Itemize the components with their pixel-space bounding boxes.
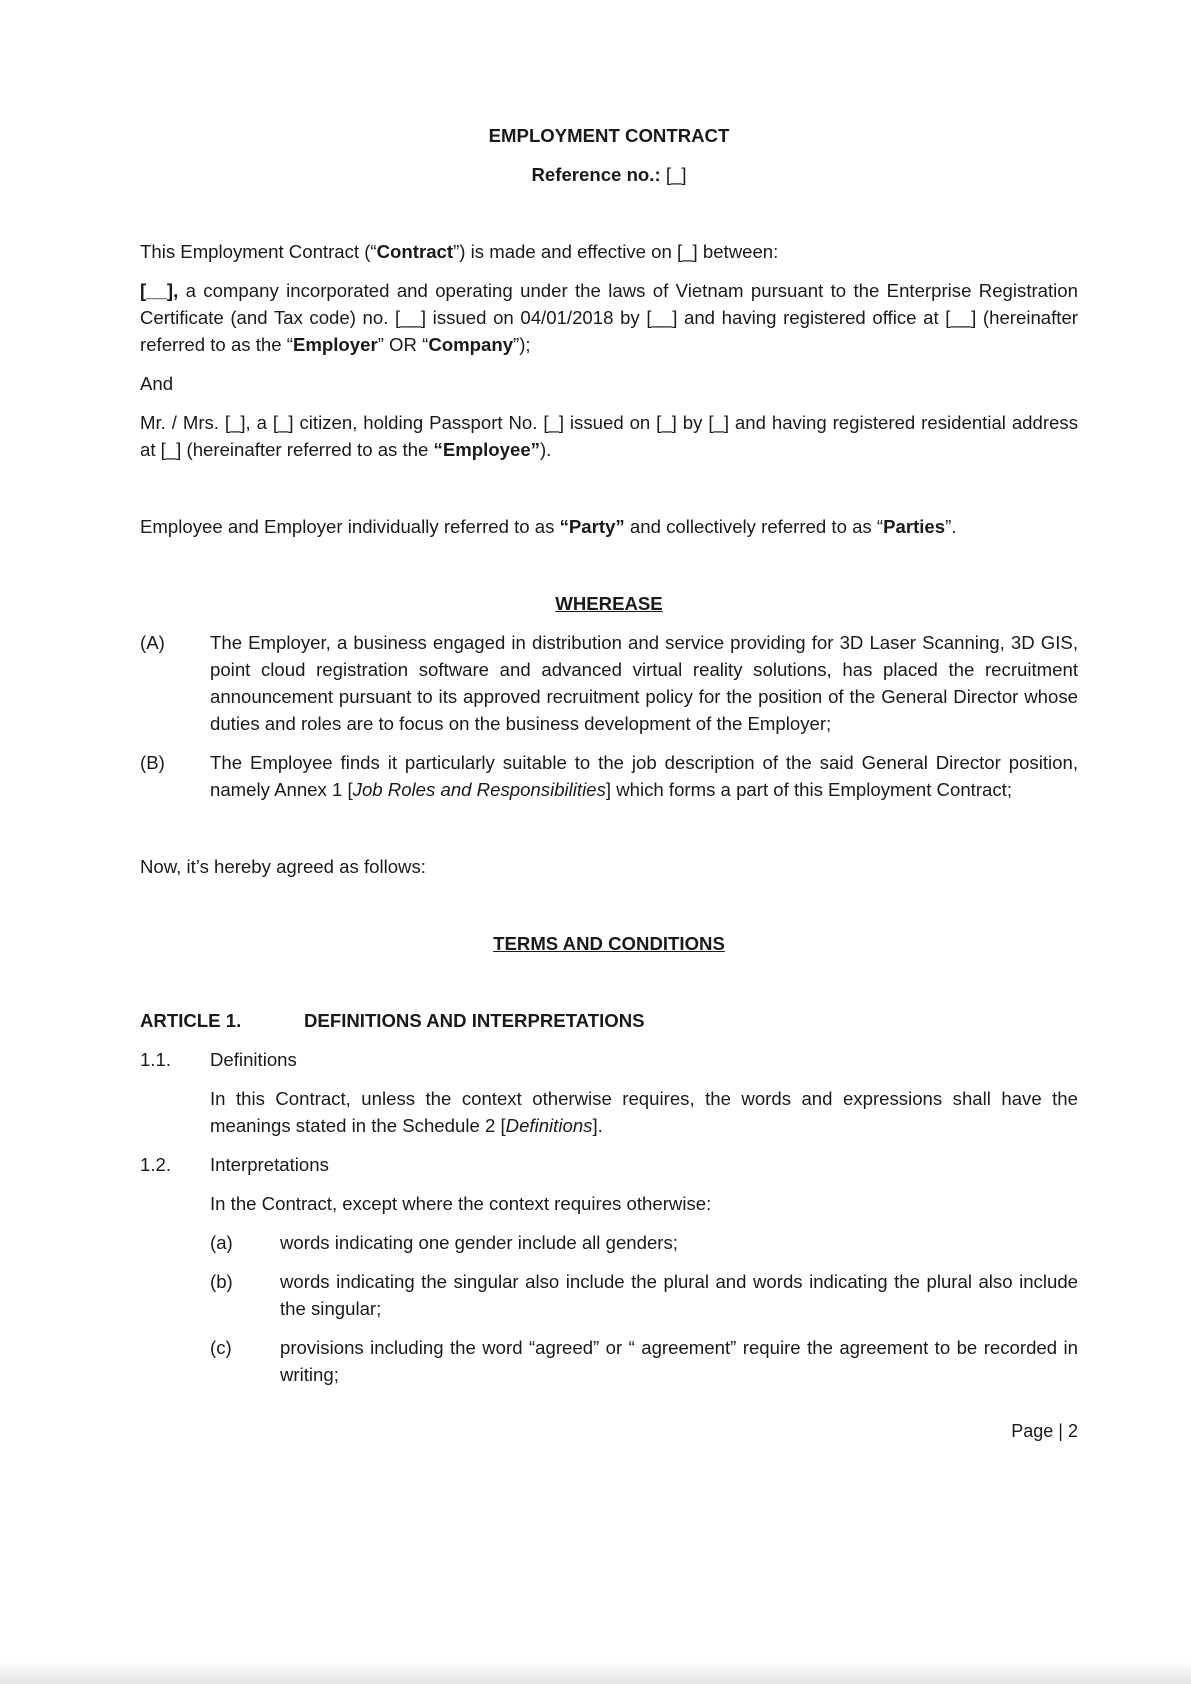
recital-text: The Employee finds it particularly suitable to the job description of the said General Director position, namely Annex 1 [Job Roles and Responsibilities] which forms a part of this Employment Contract;: [210, 752, 1078, 800]
clause-title: Definitions: [210, 1049, 297, 1070]
intro-text-end: ”) is made and effective on [_] between:: [453, 241, 779, 262]
recital-label: (B): [140, 752, 165, 773]
and-text: And: [140, 373, 174, 394]
recital-b: [140, 749, 1078, 803]
article-title: DEFINITIONS AND INTERPRETATIONS: [304, 1010, 645, 1031]
clause-number: 1.1.: [140, 1049, 172, 1070]
page-number: Page | 2: [1011, 1421, 1078, 1441]
list-item-text: provisions including the word “agreed” or “ agreement” require the agreement to be recorded in writing;: [280, 1337, 1078, 1385]
reference-label: Reference no.:: [531, 164, 661, 185]
intro-paragraph: [140, 238, 1078, 265]
parties-paragraph: [140, 513, 1078, 540]
clause-1-2-lead: In the Contract, except where the context requires otherwise:: [210, 1193, 712, 1214]
clause-1-1: [140, 1046, 1078, 1073]
employer-text-end: ”);: [513, 334, 531, 355]
company-defined-term: Company: [428, 334, 514, 355]
clause-1-2: [140, 1151, 1078, 1178]
list-item-text: words indicating the singular also include the plural and words indicating the plural also include the singular;: [280, 1271, 1078, 1319]
parties-defined-term: Parties: [883, 516, 946, 537]
employee-defined-term: “Employee”: [433, 439, 540, 460]
employer-text: a company incorporated and operating under the laws of Vietnam pursuant to the Enterprise Registration Certificate (and Tax code) no. [__] issued on 04/01/2018 by [__] and having registered office at [__] (hereinafter referred to as the “: [140, 280, 1078, 355]
recital-label: (A): [140, 632, 165, 653]
employee-paragraph: [140, 409, 1078, 463]
list-item: [210, 1268, 1078, 1322]
document-title: EMPLOYMENT CONTRACT: [488, 125, 730, 146]
list-item: [210, 1334, 1078, 1388]
parties-text: Employee and Employer individually referred to as: [140, 516, 560, 537]
list-item: [210, 1229, 1078, 1256]
employer-text-or: ” OR “: [377, 334, 429, 355]
page-bottom-edge: [0, 1662, 1191, 1684]
clause-title: Interpretations: [210, 1154, 329, 1175]
terms-heading: TERMS AND CONDITIONS: [493, 933, 725, 954]
party-defined-term: “Party”: [559, 516, 625, 537]
recital-a: [140, 629, 1078, 737]
article-number: ARTICLE 1.: [140, 1010, 242, 1031]
list-item-text: words indicating one gender include all genders;: [280, 1232, 678, 1253]
list-item-label: (a): [210, 1232, 233, 1253]
employer-paragraph: [140, 277, 1078, 358]
agreed-paragraph: Now, it’s hereby agreed as follows:: [140, 856, 426, 877]
reference-number: [140, 161, 1078, 188]
parties-text-mid: and collectively referred to as “: [624, 516, 884, 537]
annex-title: Job Roles and Responsibilities: [352, 779, 606, 800]
intro-defined-term: Contract: [376, 241, 454, 262]
employee-text-end: ).: [539, 439, 552, 460]
clause-1-1-text: In this Contract, unless the context otherwise requires, the words and expressions shall have the meanings stated in the Schedule 2 [Definitions].: [210, 1088, 1078, 1136]
reference-value: [_]: [660, 164, 687, 185]
document-body: [140, 110, 1078, 1388]
whereas-heading: WHEREASE: [555, 593, 663, 614]
employer-defined-term: Employer: [292, 334, 378, 355]
schedule-title: Definitions: [505, 1115, 593, 1136]
list-item-label: (c): [210, 1337, 232, 1358]
parties-text-end: ”.: [945, 516, 957, 537]
clause-number: 1.2.: [140, 1154, 172, 1175]
recital-text: The Employer, a business engaged in distribution and service providing for 3D Laser Scanning, 3D GIS, point cloud registration software and advanced virtual reality solutions, has placed the recruitment announcement pursuant to its approved recruitment policy for the position of the General Director whose duties and roles are to focus on the business development of the Employer;: [210, 632, 1078, 734]
employee-text: Mr. / Mrs. [_], a [_] citizen, holding Passport No. [_] issued on [_] by [_] and having registered residential address at [_] (hereinafter referred to as the: [140, 412, 1078, 460]
article-1-heading: [140, 1007, 1078, 1034]
employer-name-placeholder: [__],: [140, 280, 179, 301]
list-item-label: (b): [210, 1271, 233, 1292]
intro-text: This Employment Contract (“: [140, 241, 377, 262]
